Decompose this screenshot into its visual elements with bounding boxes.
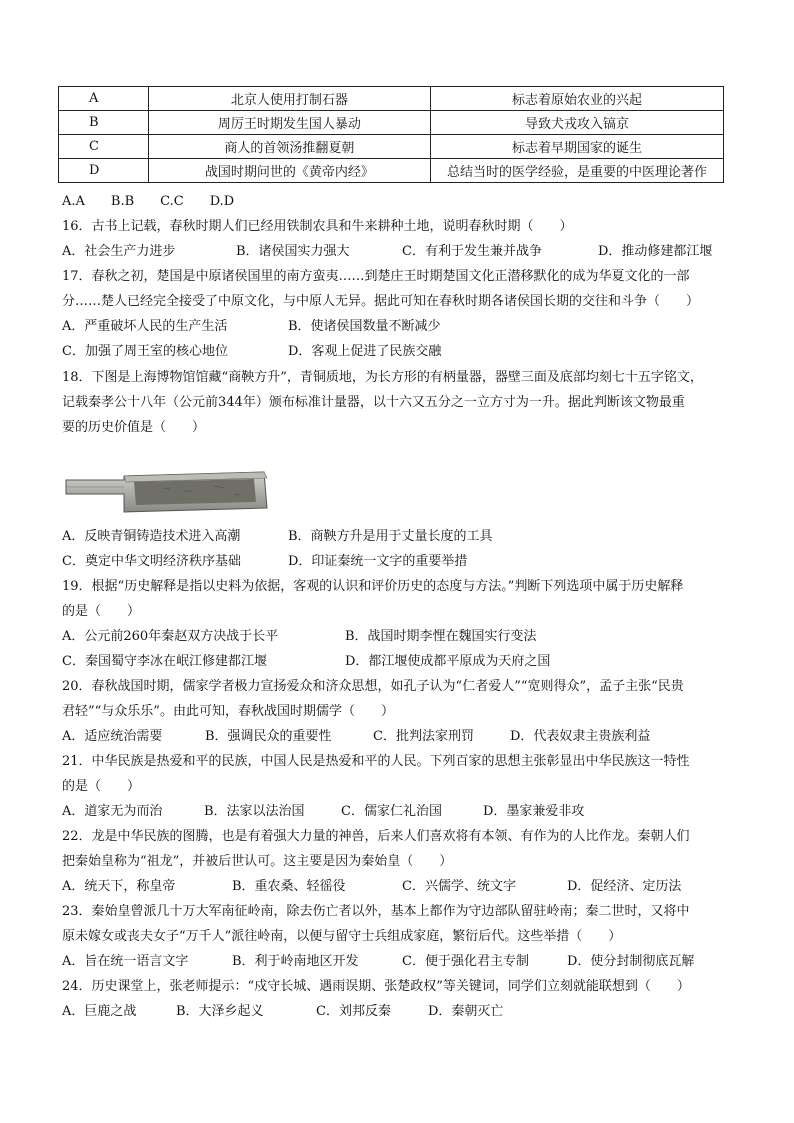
option-a: A．统天下，称皇帝 [62, 879, 176, 894]
table-row [59, 159, 724, 183]
option-d: D．使分封制彻底瓦解 [567, 954, 695, 969]
option-a: A．道家无为而治 [62, 804, 163, 819]
option-b: B．重农桑、轻徭役 [232, 879, 346, 894]
option-a: A．反映青铜铸造技术进入高潮 [62, 529, 241, 544]
q18-stem-line2: 记载秦孝公十八年（公元前344年）颁布标准计量器，以十六又五分之一立方寸为一升。据此判断该文物最重 [62, 395, 685, 410]
option-b: B．大泽乡起义 [176, 1004, 264, 1019]
option-b: B．强调民众的重要性 [205, 729, 332, 744]
option-c: C．儒家仁礼治国 [341, 804, 442, 819]
table-row [59, 87, 724, 111]
q15-options: A.A B.B C.C D.D [62, 194, 235, 209]
option-c: C．兴儒学、统文字 [402, 879, 516, 894]
option-c: C．批判法家刑罚 [373, 729, 474, 744]
option-a: A．公元前260年秦赵双方决战于长平 [62, 629, 279, 644]
option-b: B．利于岭南地区开发 [232, 954, 359, 969]
option-b: B．使诸侯国数量不断减少 [288, 319, 441, 334]
table-row [59, 135, 724, 159]
q19-stem-line2: 的是（ ） [62, 604, 141, 619]
q19-stem-line1: 19．根据“历史解释是指以史料为依据，客观的认识和评价历史的态度与方法。”判断下列选项中属于历史解释 [62, 579, 684, 594]
q17-stem-line1: 17．春秋之初，楚国是中原诸侯国里的南方蛮夷……到楚庄王时期楚国文化正潜移默化的成为华夏文化的一部 [62, 269, 690, 284]
option-b: B．法家以法治国 [204, 804, 305, 819]
q22-stem-line1: 22．龙是中华民族的图腾，也是有着强大力量的神兽，后来人们喜欢将有本领、有作为的人比作龙。秦朝人们 [62, 829, 690, 844]
table-cell: 周厉王时期发生国人暴动 [148, 111, 430, 135]
table-cell: 标志着早期国家的诞生 [431, 135, 724, 159]
option-c: C．便于强化君主专制 [402, 954, 529, 969]
option-d: D．印证秦统一文字的重要举措 [288, 554, 468, 569]
option-d: D．促经济、定历法 [567, 879, 682, 894]
option-a: A．旨在统一语言文字 [62, 954, 189, 969]
q18-stem-line3: 要的历史价值是（ ） [62, 420, 206, 435]
table-cell: 标志着原始农业的兴起 [431, 87, 724, 111]
q23-stem-line1: 23．秦始皇曾派几十万大军南征岭南，除去伤亡者以外，基本上都作为守边部队留驻岭南；秦二世时，又将中 [62, 904, 690, 919]
option-c: C．加强了周王室的核心地位 [62, 344, 228, 359]
option-d: D．客观上促进了民族交融 [288, 344, 442, 359]
table-row [59, 111, 724, 135]
q18-stem-line1: 18．下图是上海博物馆馆藏“商鞅方升”，青铜质地，为长方形的有柄量器，器壁三面及底部均刻七十五字铭文， [62, 370, 703, 385]
table-cell: 导致犬戎攻入镐京 [431, 111, 724, 135]
option-d: D．墨家兼爱非攻 [483, 804, 585, 819]
q21-stem-line1: 21．中华民族是热爱和平的民族，中国人民是热爱和平的人民。下列百家的思想主张彰显出中华民族这一特性 [62, 754, 690, 769]
option-d: D．都江堰使成都平原成为天府之国 [345, 654, 551, 669]
matching-table [58, 86, 724, 183]
q21-stem-line2: 的是（ ） [62, 779, 141, 794]
shang-yang-fangsheng-image [64, 458, 269, 516]
option-b: B．战国时期李悝在魏国实行变法 [345, 629, 537, 644]
option-a: A．巨鹿之战 [62, 1004, 137, 1019]
q16-stem: 16．古书上记载，春秋时期人们已经用铁制农具和牛来耕种土地，说明春秋时期（ ） [62, 219, 573, 234]
option-c: C．有利于发生兼并战争 [402, 244, 542, 259]
q24-stem: 24．历史课堂上，张老师提示：“戍守长城、遇雨误期、张楚政权”等关键词，同学们立刻就能联想到（ ） [62, 979, 690, 994]
table-cell: C [59, 135, 149, 159]
option-c: C．秦国蜀守李冰在岷江修建都江堰 [62, 654, 267, 669]
option-d: D．秦朝灭亡 [428, 1004, 504, 1019]
option-d: D．推动修建都江堰 [598, 244, 713, 259]
table-cell: A [59, 87, 149, 111]
q22-stem-line2: 把秦始皇称为“祖龙”，并被后世认可。这主要是因为秦始皇（ ） [62, 854, 453, 869]
table-cell: 总结当时的医学经验，是重要的中医理论著作 [431, 159, 724, 183]
option-a: A．社会生产力进步 [62, 244, 176, 259]
q23-stem-line2: 原未嫁女或丧夫女子“万千人”派往岭南，以便与留守士兵组成家庭，繁衍后代。这些举措（ ） [62, 929, 622, 944]
option-a: A．适应统治需要 [62, 729, 163, 744]
table-cell: D [59, 159, 149, 183]
option-a: A．严重破坏人民的生产生活 [62, 319, 228, 334]
option-b: B．诸侯国实力强大 [236, 244, 350, 259]
table-cell: 战国时期问世的《黄帝内经》 [148, 159, 430, 183]
table-cell: 北京人使用打制石器 [148, 87, 430, 111]
q20-stem-line2: 君轻”“与众乐乐”。由此可知，春秋战国时期儒学（ ） [62, 704, 394, 719]
option-c: C．刘邦反秦 [316, 1004, 391, 1019]
q20-stem-line1: 20．春秋战国时期，儒家学者极力宣扬爱众和济众思想，如孔子认为“仁者爱人”“宽则得众”，孟子主张“民贵 [62, 679, 684, 694]
option-b: B．商鞅方升是用于丈量长度的工具 [288, 529, 493, 544]
table-cell: B [59, 111, 149, 135]
q17-stem-line2: 分……楚人已经完全接受了中原文化，与中原人无异。据此可知在春秋时期各诸侯国长期的交往和斗争（ ） [62, 294, 700, 309]
option-d: D．代表奴隶主贵族利益 [510, 729, 651, 744]
table-cell: 商人的首领汤推翻夏朝 [148, 135, 430, 159]
option-c: C．奠定中华文明经济秩序基础 [62, 554, 241, 569]
